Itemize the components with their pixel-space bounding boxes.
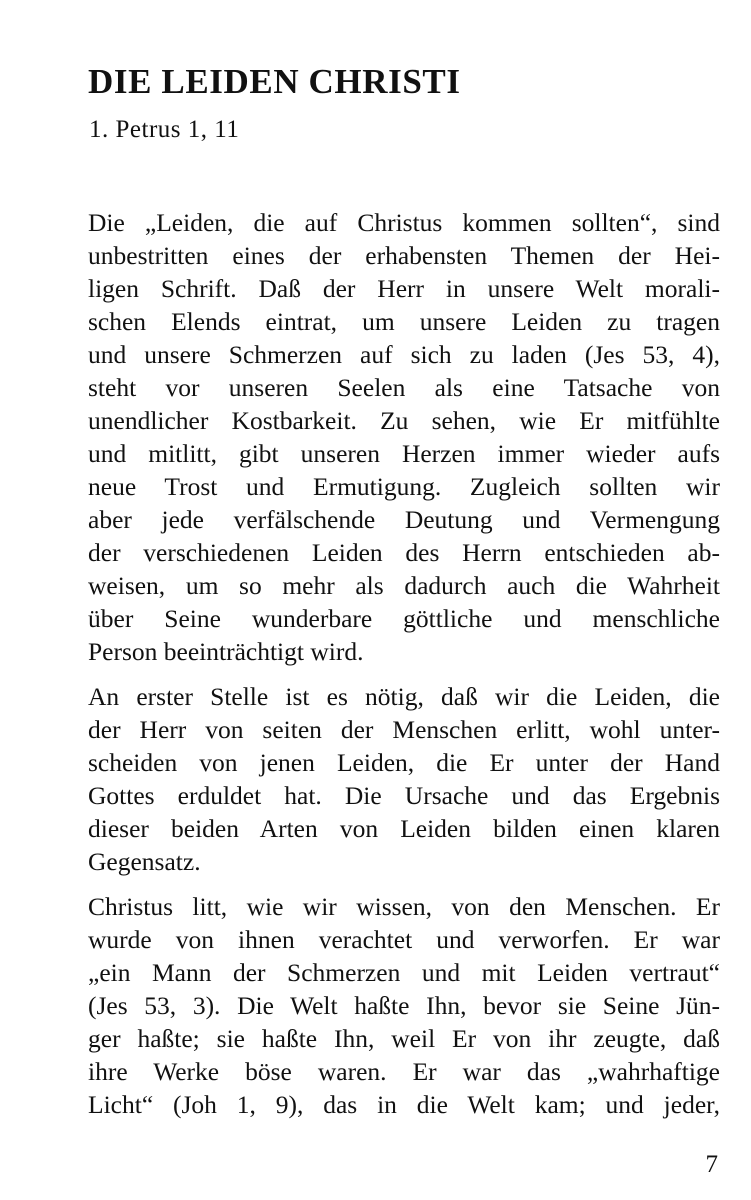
text-line: über Seine wunderbare göttliche und menschliche xyxy=(88,604,720,633)
body-text xyxy=(88,206,720,1133)
text-line: scheiden von jenen Leiden, die Er unter der Hand xyxy=(88,748,720,777)
text-line: Christus litt, wie wir wissen, von den Menschen. Er xyxy=(88,892,720,921)
text-line: der Herr von seiten der Menschen erlitt, wohl unter- xyxy=(88,715,720,744)
text-line: schen Elends eintrat, um unsere Leiden zu tragen xyxy=(88,307,720,336)
text-line: unbestritten eines der erhabensten Themen der Hei- xyxy=(88,241,720,270)
text-line: An erster Stelle ist es nötig, daß wir die Leiden, die xyxy=(88,682,720,711)
paragraph xyxy=(88,680,720,878)
text-line: und mitlitt, gibt unseren Herzen immer wieder aufs xyxy=(88,439,720,468)
text-line: wurde von ihnen verachtet und verworfen. Er war xyxy=(88,925,720,954)
page-number: 7 xyxy=(705,1151,718,1178)
text-line: Person beeinträchtigt wird. xyxy=(88,637,364,666)
text-line: der verschiedenen Leiden des Herrn entschieden ab- xyxy=(88,538,720,567)
text-line: weisen, um so mehr als dadurch auch die Wahrheit xyxy=(88,571,720,600)
chapter-title: DIE LEIDEN CHRISTI xyxy=(88,62,461,101)
text-line: Gottes erduldet hat. Die Ursache und das Ergebnis xyxy=(88,781,720,810)
text-line: „ein Mann der Schmerzen und mit Leiden vertraut“ xyxy=(88,958,720,987)
text-line: Die „Leiden, die auf Christus kommen sollten“, sind xyxy=(88,208,720,237)
text-line: (Jes 53, 3). Die Welt haßte Ihn, bevor sie Seine Jün- xyxy=(88,991,720,1020)
text-line: neue Trost und Ermutigung. Zugleich sollten wir xyxy=(88,472,720,501)
text-line: ihre Werke böse waren. Er war das „wahrhaftige xyxy=(88,1057,720,1086)
text-line: steht vor unseren Seelen als eine Tatsache von xyxy=(88,373,720,402)
text-line: unendlicher Kostbarkeit. Zu sehen, wie Er mitfühlte xyxy=(88,406,720,435)
text-line: Licht“ (Joh 1, 9), das in die Welt kam; und jeder, xyxy=(88,1090,720,1119)
text-line: aber jede verfälschende Deutung und Vermengung xyxy=(88,505,720,534)
paragraph xyxy=(88,890,720,1121)
text-line: Gegensatz. xyxy=(88,847,201,876)
text-line: ligen Schrift. Daß der Herr in unsere Welt morali- xyxy=(88,274,720,303)
text-line: und unsere Schmerzen auf sich zu laden (Jes 53, 4), xyxy=(88,340,720,369)
text-line: ger haßte; sie haßte Ihn, weil Er von ihr zeugte, daß xyxy=(88,1024,720,1053)
paragraph xyxy=(88,206,720,668)
scripture-reference: 1. Petrus 1, 11 xyxy=(89,116,240,143)
text-line: dieser beiden Arten von Leiden bilden einen klaren xyxy=(88,814,720,843)
